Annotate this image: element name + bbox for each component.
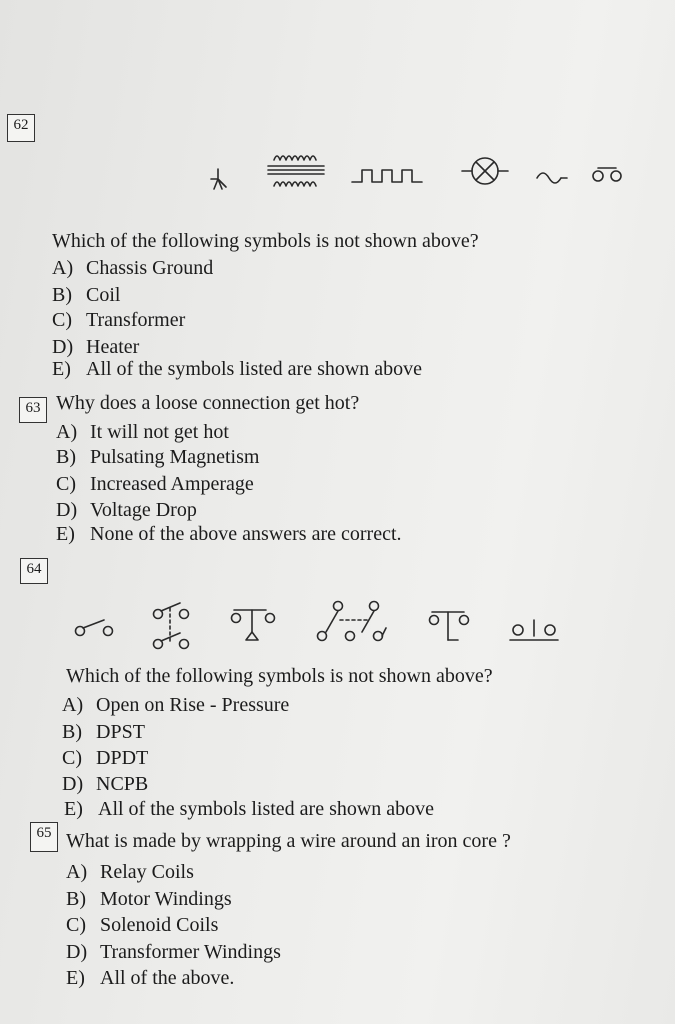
option-letter: D) <box>62 773 84 795</box>
lamp-icon <box>460 146 510 196</box>
option-text: Relay Coils <box>100 861 194 883</box>
float-switch-icon <box>424 606 484 650</box>
option-65-c[interactable] <box>66 914 218 937</box>
question-stem-64: Which of the following symbols is not shown above? <box>66 665 493 687</box>
dpst-switch-icon <box>148 598 200 658</box>
option-letter: C) <box>62 747 82 769</box>
option-letter: B) <box>56 446 76 468</box>
option-text: Increased Amperage <box>90 473 254 495</box>
option-text: All of the symbols listed are shown above <box>86 358 423 380</box>
no-pushbutton-icon <box>508 616 560 650</box>
option-text: Heater <box>86 336 140 358</box>
option-text: Transformer <box>86 309 186 331</box>
coil-icon <box>590 160 626 188</box>
option-65-e[interactable] <box>66 967 234 990</box>
option-letter: A) <box>62 694 84 716</box>
option-letter: B) <box>66 888 86 910</box>
option-62-b[interactable] <box>52 284 120 307</box>
option-letter: C) <box>56 473 76 495</box>
option-64-e[interactable] <box>64 798 434 821</box>
spst-switch-icon <box>72 615 118 641</box>
option-62-d[interactable] <box>52 336 139 359</box>
option-letter: E) <box>56 523 75 545</box>
option-63-c[interactable] <box>56 473 254 496</box>
option-text: Voltage Drop <box>90 499 197 521</box>
pressure-switch-icon <box>228 604 284 648</box>
option-letter: D) <box>56 499 78 521</box>
option-text: None of the above answers are correct. <box>90 523 402 545</box>
question-number-63: 63 <box>19 397 47 423</box>
question-number-62: 62 <box>7 114 35 142</box>
option-65-b[interactable] <box>66 888 232 911</box>
option-text: Pulsating Magnetism <box>90 446 260 468</box>
option-letter: A) <box>56 421 78 443</box>
option-letter: E) <box>64 798 83 820</box>
chassis-ground-icon <box>208 165 236 193</box>
option-letter: E) <box>66 967 85 989</box>
question-stem-62: Which of the following symbols is not shown above? <box>52 230 479 252</box>
option-text: Chassis Ground <box>86 257 214 279</box>
option-text: It will not get hot <box>90 421 229 443</box>
option-text: All of the above. <box>100 967 235 989</box>
option-65-a[interactable] <box>66 861 194 884</box>
option-text: Coil <box>86 284 121 306</box>
option-63-a[interactable] <box>56 421 229 444</box>
option-text: Motor Windings <box>100 888 232 910</box>
option-letter: B) <box>52 284 72 306</box>
option-text: All of the symbols listed are shown above <box>98 798 435 820</box>
dpdt-switch-icon <box>310 594 392 650</box>
option-63-e[interactable] <box>56 523 402 546</box>
option-text: Open on Rise - Pressure <box>96 694 290 716</box>
option-text: NCPB <box>96 773 149 795</box>
option-64-a[interactable] <box>62 694 289 717</box>
option-64-d[interactable] <box>62 773 148 796</box>
option-62-c[interactable] <box>52 309 185 332</box>
option-letter: D) <box>52 336 74 358</box>
option-text: DPST <box>96 721 145 743</box>
heater-icon <box>350 162 432 190</box>
option-65-d[interactable] <box>66 941 281 964</box>
option-63-d[interactable] <box>56 499 197 522</box>
option-letter: A) <box>66 861 88 883</box>
question-number-64: 64 <box>20 558 48 584</box>
option-letter: D) <box>66 941 88 963</box>
question-stem-63: Why does a loose connection get hot? <box>56 392 360 414</box>
option-letter: B) <box>62 721 82 743</box>
transformer-icon <box>266 150 328 192</box>
option-letter: C) <box>66 914 86 936</box>
ac-source-icon <box>535 164 571 188</box>
option-letter: E) <box>52 358 71 380</box>
option-text: Transformer Windings <box>100 941 281 963</box>
option-62-e[interactable] <box>52 358 422 381</box>
option-64-b[interactable] <box>62 721 145 744</box>
option-letter: C) <box>52 309 72 331</box>
option-text: DPDT <box>96 747 149 769</box>
option-letter: A) <box>52 257 74 279</box>
question-number-65: 65 <box>30 822 58 852</box>
option-63-b[interactable] <box>56 446 259 469</box>
question-stem-65: What is made by wrapping a wire around an iron core ? <box>66 830 511 852</box>
option-62-a[interactable] <box>52 257 213 280</box>
option-64-c[interactable] <box>62 747 148 770</box>
option-text: Solenoid Coils <box>100 914 219 936</box>
